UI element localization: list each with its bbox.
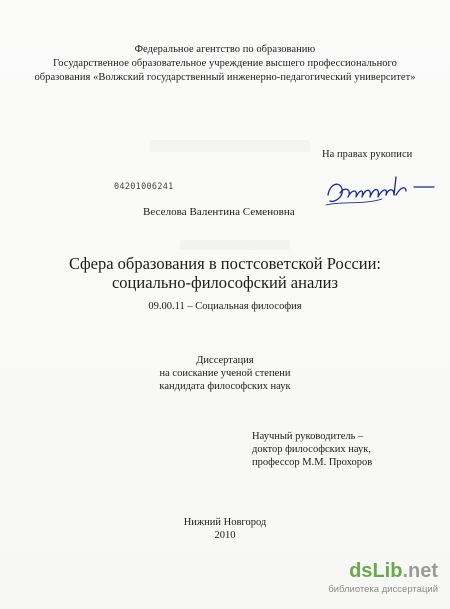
library-code: 04201006241 — [114, 182, 174, 192]
degree-line: на соискание ученой степени — [159, 368, 291, 379]
dissertation-title-line1: Сфера образования в постсоветской России: — [68, 254, 382, 273]
bleed-through-shadow — [180, 240, 290, 250]
watermark-subtitle: библиотека диссертаций — [328, 584, 438, 595]
dissertation-label: Диссертация — [196, 355, 254, 366]
dissertation-title-line2: социально-философский анализ — [111, 273, 339, 292]
bleed-through-shadow — [150, 140, 310, 152]
watermark-brand-ds: ds — [349, 560, 373, 582]
manuscript-rights: На правах рукописи — [322, 149, 413, 160]
supervisor-degree: доктор философских наук, — [252, 444, 371, 455]
header-agency: Федеральное агентство по образованию — [134, 44, 316, 55]
header-university: образования «Волжский государственный инженерно-педагогический университет» — [34, 72, 416, 83]
handwritten-signature — [322, 165, 442, 215]
author-name: Веселова Валентина Семеновна — [143, 206, 295, 218]
city: Нижний Новгород — [183, 517, 267, 528]
year: 2010 — [214, 530, 236, 541]
specialty: 09.00.11 – Социальная философия — [148, 301, 302, 312]
watermark-brand-net: .net — [402, 560, 438, 582]
header-institution: Государственное образовательное учреждение высшего профессионального — [53, 58, 397, 69]
supervisor-label: Научный руководитель – — [252, 431, 364, 442]
watermark-brand — [349, 561, 438, 581]
supervisor-name: профессор М.М. Прохоров — [252, 457, 373, 468]
dslib-watermark-logo — [310, 561, 440, 599]
degree-field: кандидата философских наук — [159, 381, 291, 392]
watermark-brand-lib: Lib — [372, 560, 403, 582]
